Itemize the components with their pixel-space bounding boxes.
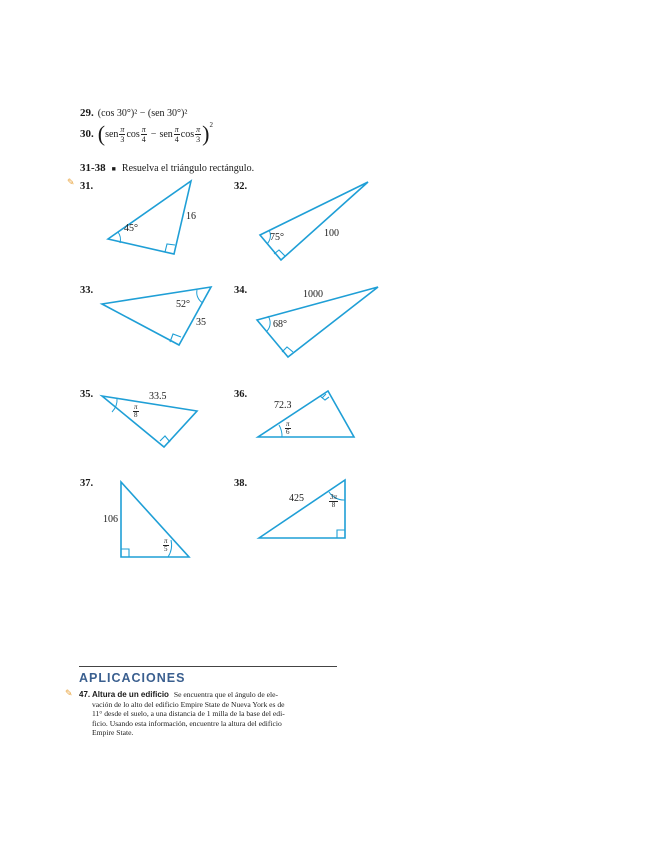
- triangle-32-number: 32.: [234, 181, 248, 192]
- triangle-38-number: 38.: [234, 478, 248, 489]
- angle-arc-icon: [279, 425, 282, 437]
- exercise-number: 29.: [80, 107, 94, 119]
- square-bullet-icon: ■: [111, 165, 116, 173]
- triangle-38-shape: [259, 480, 345, 538]
- angle-arc-icon: [197, 290, 203, 303]
- triangle-34-number: 34.: [234, 285, 248, 296]
- angle-arc-icon: [168, 540, 172, 557]
- application-item-47: [79, 690, 341, 738]
- item-text-line: vación de lo alto del edificio Empire State de Nueva York es de: [92, 699, 285, 709]
- triangle-31-number: 31.: [80, 181, 94, 192]
- fn-cos: cos: [180, 128, 195, 140]
- triangle-33-side: 35: [196, 317, 206, 328]
- section-range: 31-38: [80, 162, 106, 174]
- exercise-expression: (cos 30°)² − (sen 30°)²: [97, 108, 188, 119]
- close-paren-icon: ): [202, 121, 210, 146]
- triangle-38-angle: $\frac{3\pi}{8}$: [330, 493, 338, 509]
- triangle-31: [108, 181, 191, 254]
- instruction-text: Resuelva el triángulo rectángulo.: [121, 163, 255, 174]
- pencil-icon: ✎: [65, 688, 73, 698]
- fraction: $\frac{\pi}{3}$: [196, 124, 201, 144]
- triangle-37-side: 106: [103, 514, 118, 525]
- triangle-33-number: 33.: [80, 285, 94, 296]
- exponent: 2: [209, 121, 213, 129]
- triangle-32-angle: 75°: [270, 232, 284, 243]
- triangle-33-shape: [102, 287, 211, 345]
- triangle-38-side: 425: [289, 493, 304, 504]
- triangle-33-angle: 52°: [176, 299, 190, 310]
- minus-sign: −: [150, 128, 157, 140]
- fraction: $\frac{\pi}{4}$: [174, 124, 179, 144]
- right-angle-icon-2: [320, 396, 329, 400]
- item-text-line: Se encuentra que el ángulo de ele-: [173, 690, 278, 699]
- triangle-36: [258, 391, 354, 437]
- right-angle-icon: [121, 549, 129, 557]
- item-text-line: 11° desde el suelo, a una distancia de 1 milla de la base del edi-: [92, 709, 285, 719]
- item-text-line: ficio. Usando esta información, encuentre la altura del edificio: [92, 718, 282, 728]
- triangle-35-side: 33.5: [149, 391, 167, 402]
- item-number: 47.: [79, 690, 91, 699]
- triangle-32: [260, 182, 368, 260]
- open-paren-icon: (: [97, 121, 106, 146]
- triangle-38: [259, 480, 345, 538]
- triangle-32-shape: [260, 182, 368, 260]
- triangle-34-angle: 68°: [273, 319, 287, 330]
- fn-cos: cos: [126, 128, 140, 140]
- angle-arc-icon: [267, 316, 270, 331]
- triangle-36-number: 36.: [234, 389, 248, 400]
- triangle-36-angle: $\frac{\pi}{6}$: [286, 420, 290, 436]
- triangle-36-shape: [258, 391, 354, 437]
- triangle-33: [102, 287, 211, 345]
- item-title: Altura de un edificio: [92, 690, 169, 699]
- fraction: $\frac{\pi}{4}$: [141, 124, 146, 144]
- triangle-34-side: 1000: [303, 289, 323, 300]
- triangle-37: [121, 482, 189, 557]
- fn-sen: sen: [105, 128, 119, 140]
- triangle-32-side: 100: [324, 228, 339, 239]
- triangle-35: [102, 396, 197, 447]
- section-divider: [79, 666, 337, 667]
- triangle-37-angle: $\frac{\pi}{5}$: [164, 537, 168, 553]
- exercise-number: 30.: [80, 128, 94, 140]
- fn-sen: sen: [159, 128, 173, 140]
- triangle-37-shape: [121, 482, 189, 557]
- triangle-31-side: 16: [186, 211, 196, 222]
- right-angle-icon: [165, 244, 175, 252]
- triangle-31-angle: 45°: [124, 223, 138, 234]
- fraction: $\frac{\pi}{3}$: [120, 124, 125, 144]
- right-angle-icon: [274, 250, 285, 256]
- triangle-35-number: 35.: [80, 389, 94, 400]
- right-angle-icon: [337, 530, 345, 538]
- triangle-35-angle: $\frac{\pi}{8}$: [134, 403, 138, 419]
- section-header: APLICACIONES: [79, 671, 186, 685]
- pencil-icon: ✎: [67, 177, 75, 187]
- triangle-37-number: 37.: [80, 478, 94, 489]
- item-text-line: Empire State.: [92, 728, 134, 738]
- triangle-36-side: 72.3: [274, 400, 292, 411]
